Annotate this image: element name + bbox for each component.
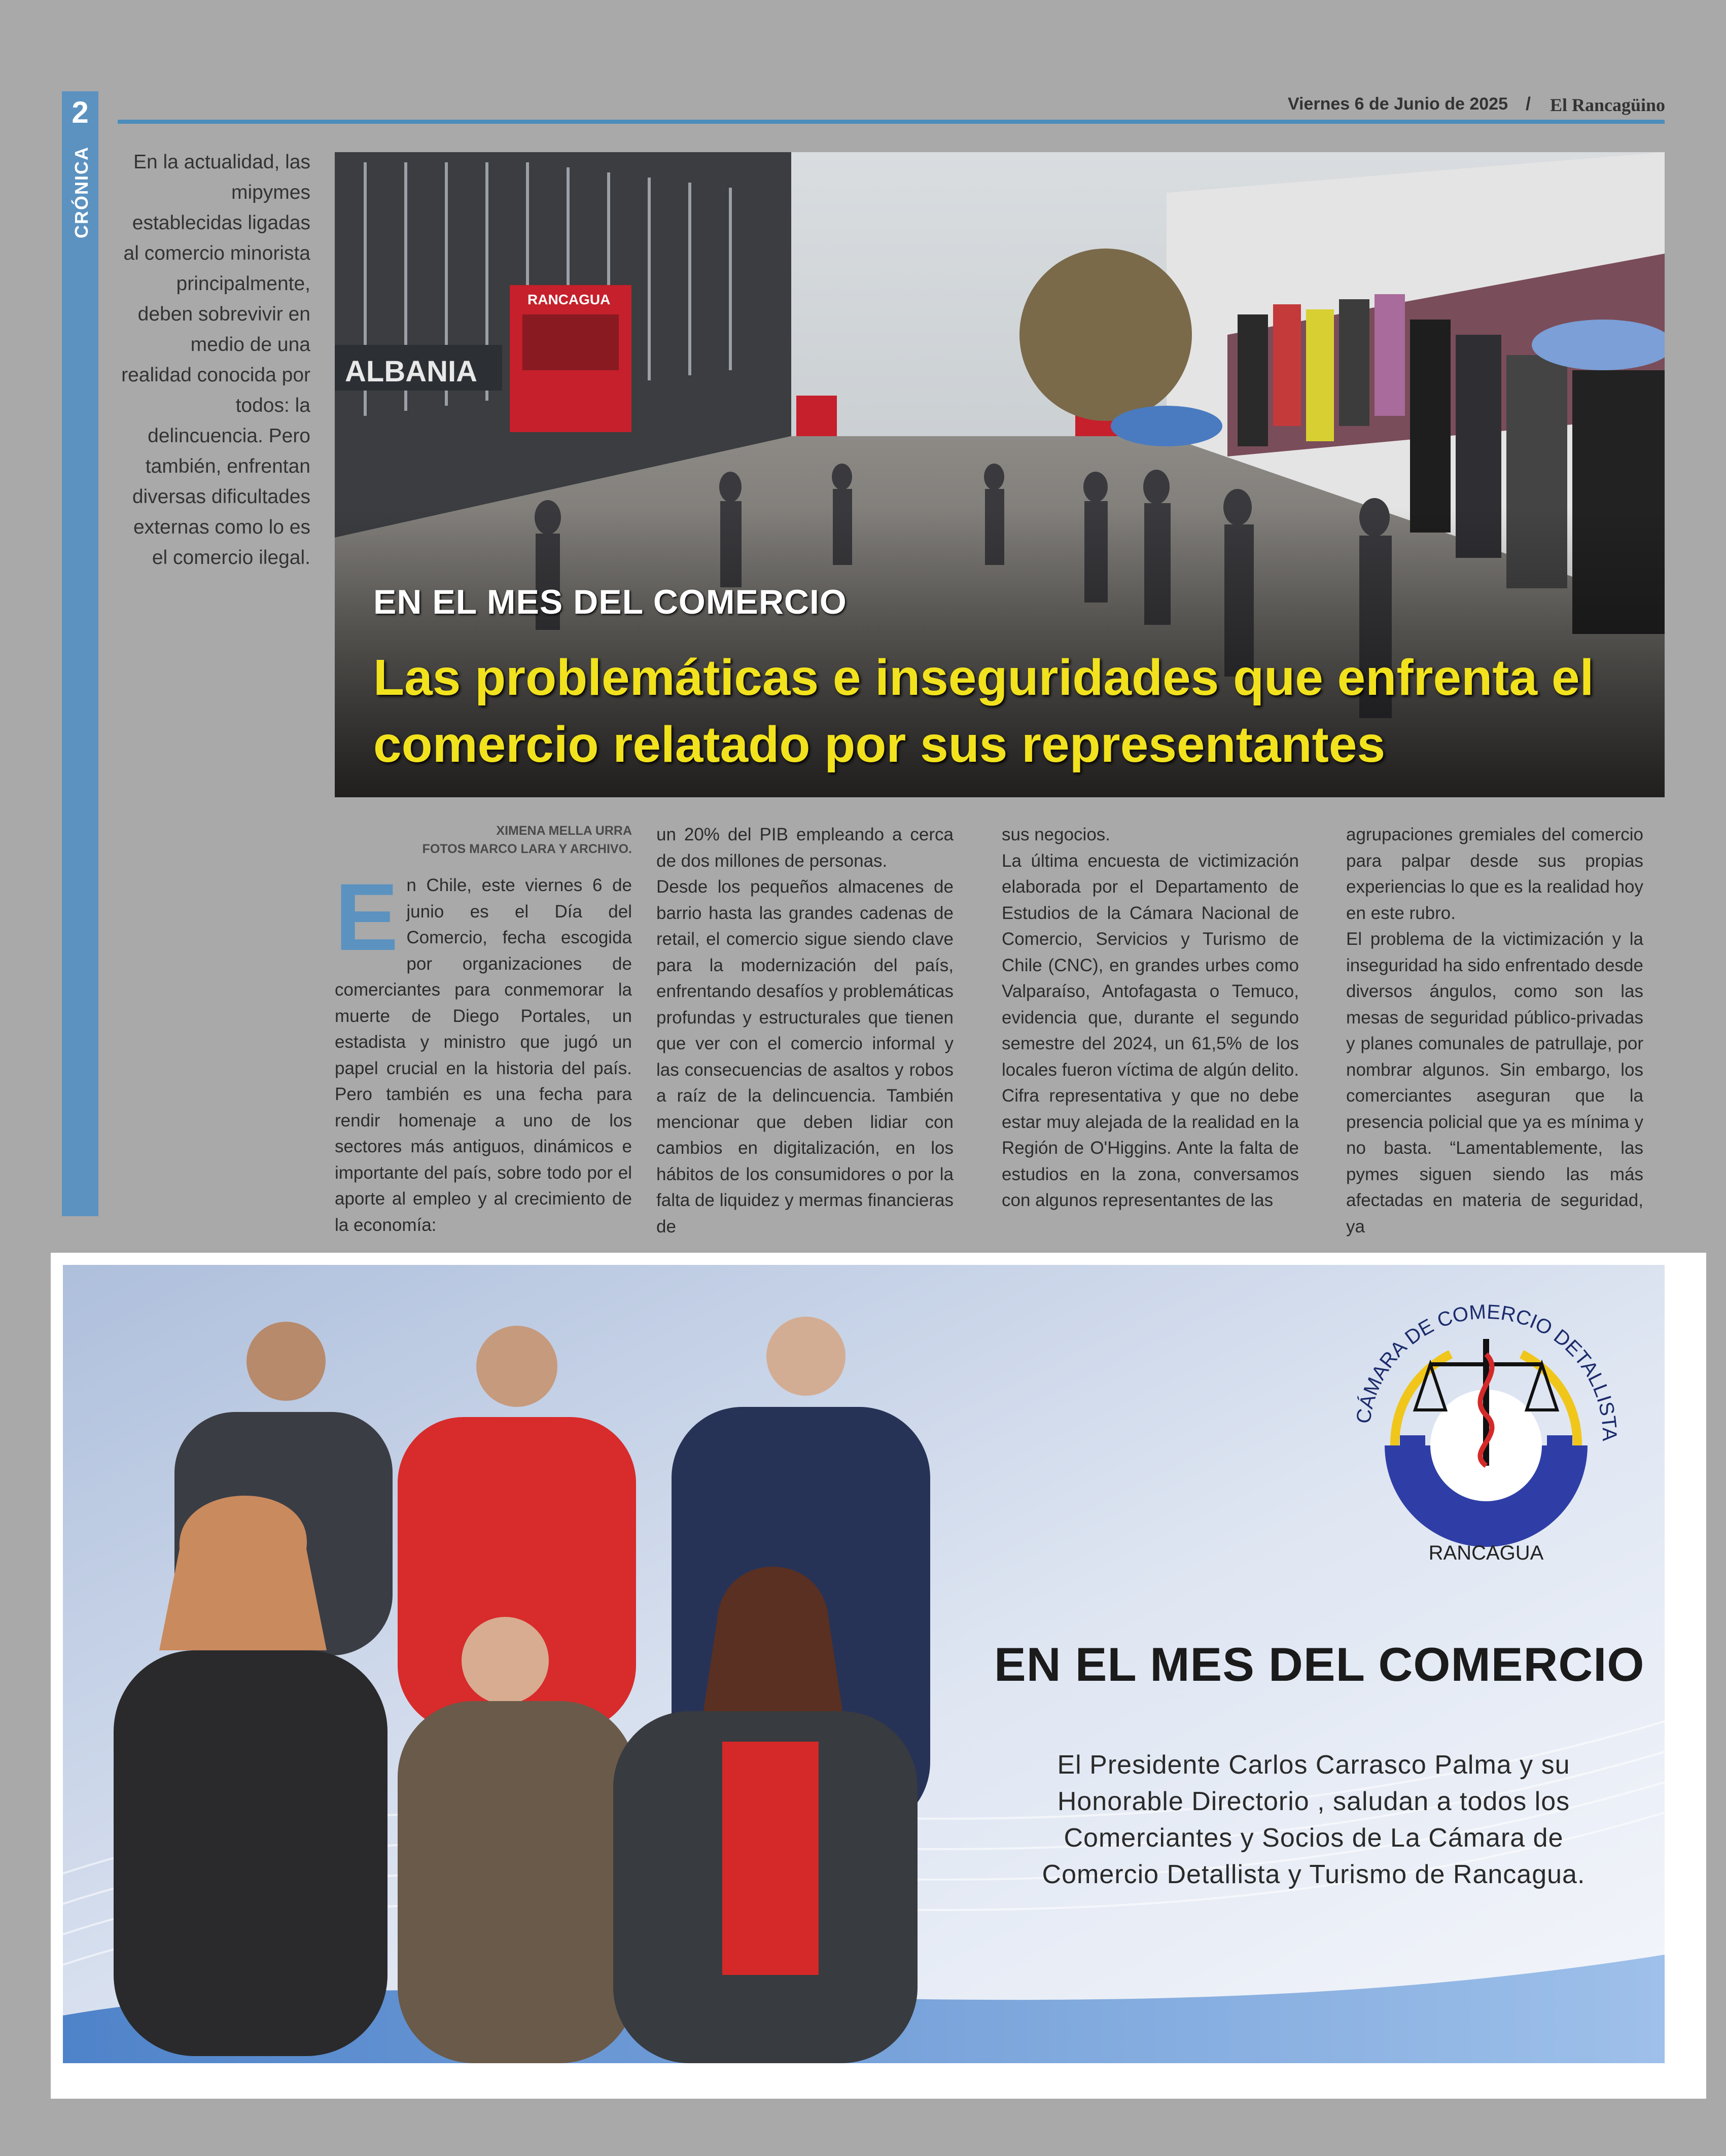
paragraph: El problema de la victimización y la inseguridad ha sido enfrentado desde diversos ángulos, como son las mesas de seguridad público-privadas y planes comunales de patrullaje, por nombrar algunos. Sin embargo, los comerciantes aseguran que la presencia policial que ya es mínima y no basta. “Lamentablemente, las pymes siguen siendo las más afectadas en materia de seguridad, ya [1346,929,1643,1236]
paragraph: n Chile, este viernes 6 de junio es el Día del Comercio, fecha escogida por organizaciones de comerciantes para conmemorar la muerte de Diego Portales, un estadista y ministro que jugó un papel crucial en la historia del país. Pero también es una fecha para rendir homenaje a uno de los sectores más antiguos, dinámicos e importante del país, sobre todo por el aporte al empleo y al crecimiento de la economía: [335,875,632,1235]
newspaper-name: El Rancagüino [1549,95,1665,115]
article-column-2 [656,822,954,1240]
hero-kicker: EN EL MES DEL COMERCIO [373,583,847,621]
header-rule [118,120,1665,124]
article-column-3 [1002,822,1299,1214]
intro-lede: En la actualidad, las mipymes establecidas ligadas al comercio minorista principalmente, deben sobrevivir en medio de una realidad conocida por todos: la delincuencia. Pero también, enfrentan diversas dificultades externas como lo es el comercio ilegal. [121,151,310,569]
page-number: 2 [62,91,98,134]
ad-message-line: Comerciantes y Socios de La Cámara de [1064,1823,1564,1853]
article-column-1 [335,864,632,1238]
section-label: CRÓNICA [71,146,92,238]
ad-message-line: Comercio Detallista y Turismo de Rancagua. [1042,1860,1586,1889]
ad-message [964,1747,1664,1893]
chamber-logo [1339,1283,1633,1567]
paragraph: un 20% del PIB empleando a cerca de dos millones de personas. [656,825,954,871]
logo-city: RANCAGUA [1428,1542,1544,1564]
byline [335,822,632,858]
paragraph: La última encuesta de victimización elaborada por el Departamento de Estudios de la Cámara Nacional de Comercio, Servicios y Turismo de Chile (CNC), en grandes urbes como Valparaíso, Antofagasta o Temuco, evidencia que, durante el segundo semestre del 2024, un 61,5% de los locales fueron víctima de algún delito. Cifra representativa y que no debe estar muy alejada de la realidad en la Región de O'Higgins. Ante la falta de estudios en la zona, conversamos con algunos representantes de las [1002,851,1299,1210]
logo-arc-text: CÁMARA DE COMERCIO DETALLISTA [1352,1300,1621,1441]
ad-title: EN EL MES DEL COMERCIO [994,1638,1645,1691]
drop-cap: E [335,864,399,970]
headline: Las problemáticas e inseguridades que enfrenta el comercio relatado por sus representantes [373,649,1594,773]
photo-credit: FOTOS MARCO LARA Y ARCHIVO. [422,842,632,856]
issue-date: Viernes 6 de Junio de 2025 [1287,94,1508,114]
section-sidebar [62,91,98,1216]
article-column-4 [1346,822,1643,1240]
paragraph: Desde los pequeños almacenes de barrio hasta las grandes cadenas de retail, el comercio sigue siendo clave para la modernización del país, enfrentando desafíos y problemáticas profundas y estructurales que tienen que ver con el comercio informal y las consecuencias de asaltos y robos a raíz de la delincuencia. También mencionar que deben lidiar con cambios en digitalización, en los hábitos de los consumidores o por la falta de liquidez y mermas financieras de [656,877,954,1236]
scales-gear-logo-icon [1339,1283,1633,1567]
paragraph: agrupaciones gremiales del comercio para palpar desde sus propias experiencias lo que es la realidad hoy en este rubro. [1346,825,1643,923]
ad-message-line: El Presidente Carlos Carrasco Palma y su [1057,1750,1570,1780]
paragraph: sus negocios. [1002,825,1111,844]
author-name: XIMENA MELLA URRA [496,824,632,838]
header-separator: / [1525,93,1531,114]
group-photo [114,1317,930,2063]
ad-message-line: Honorable Directorio , saludan a todos los [1057,1787,1570,1816]
